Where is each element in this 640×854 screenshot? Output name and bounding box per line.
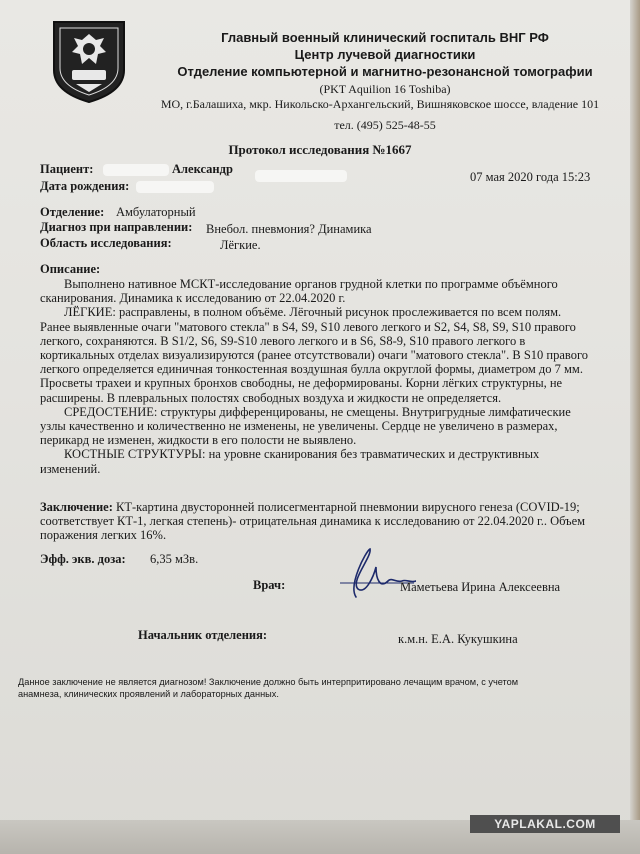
description-line: Выполнено нативное МСКТ-исследование органов грудной клетки по программе объёмного [64, 277, 558, 291]
description-line: легкого, сохраняются. В S1/2, S6, S9-S10 левого легкого и в S6, S8-9, S10 правого легкого в [40, 333, 526, 348]
description-line: КОСТНЫЕ СТРУКТУРЫ: на уровне сканирования без травматических и деструктивных [64, 447, 540, 462]
patient-name: Александр [172, 162, 233, 176]
area-value: Лёгкие. [220, 238, 261, 252]
description-line: кортикальных отделах визуализируются (ранее отсутствовали) очаги "матового стекла". В S10 правого [40, 348, 589, 363]
head-name: к.м.н. Е.А. Кукушкина [398, 632, 518, 646]
doctor-name: Маметьева Ирина Алексеевна [400, 580, 561, 594]
page-edge [630, 0, 640, 854]
dob-label: Дата рождения: [40, 179, 130, 193]
description-line: СРЕДОСТЕНИЕ: структуры дифференцированы, не смещены. Внутригрудные лимфатические [64, 404, 571, 419]
disclaimer-line: анамнеза, клинических проявлений и лабораторных данных. [18, 689, 279, 699]
diagnosis-value: Внебол. пневмония? Динамика [206, 222, 372, 236]
scanner-model: (PKT Aquilion 16 Toshiba) [319, 82, 451, 96]
hospital-name: Главный военный клинический госпиталь ВНГ РФ [221, 30, 549, 45]
conclusion-text: поражения легких 16%. [40, 528, 167, 543]
doctor-label: Врач: [253, 578, 286, 592]
redaction-block [136, 181, 214, 193]
disclaimer-note [18, 676, 628, 700]
description-line: Ранее выявленные очаги "матового стекла" в S4, S9, S10 левого легкого и S2, S4, S8, S9, S10 правого [40, 319, 576, 334]
exam-datetime: 07 мая 2020 года 15:23 [470, 170, 591, 184]
description-line: перикард не изменен, жидкости в его полости не выявлено. [40, 433, 357, 448]
diagnosis-label: Диагноз при направлении: [40, 220, 193, 234]
watermark-logo: YAPLAKAL.COM [470, 815, 620, 833]
description-line: Просветы трахеи и крупных бронхов свободны, не деформированы. Корни лёгких структурны, не [40, 376, 563, 391]
department-name: Отделение компьютерной и магнитно-резонансной томографии [177, 64, 593, 79]
department-value: Амбулаторный [116, 205, 196, 219]
conclusion-text: КТ-картина двусторонней полисегментарной пневмонии вирусного генеза (COVID-19; [115, 500, 580, 514]
description-text [40, 277, 628, 476]
description-line: изменений. [40, 461, 101, 476]
description-line: ЛЁГКИЕ: расправлены, в полном объёме. Лёгочный рисунок прослеживается по всем полям. [64, 305, 562, 320]
area-label: Область исследования: [40, 236, 172, 250]
description-line: сканирования. Динамика к исследованию от 22.04.2020 г. [40, 291, 346, 306]
dose-label: Эфф. экв. доза: [40, 552, 126, 566]
dose-value: 6,35 мЗв. [150, 552, 199, 566]
description-line: расширены. В плевральных полостях свободных воздуха и жидкости не определяется. [40, 390, 502, 405]
head-label: Начальник отделения: [138, 628, 268, 642]
center-name: Центр лучевой диагностики [294, 47, 476, 62]
hospital-emblem-icon [52, 18, 126, 104]
disclaimer-line: Данное заключение не является диагнозом! Заключение должно быть интерпритировано лечащим врачом, с учетом [18, 677, 519, 687]
redaction-block [255, 170, 347, 182]
department-label: Отделение: [40, 205, 105, 219]
redaction-block [103, 164, 169, 176]
description-label: Описание: [40, 262, 101, 276]
conclusion-block [40, 500, 628, 543]
hospital-phone: тел. (495) 525-48-55 [334, 118, 436, 132]
conclusion-text: соответствует КТ-1, легкая степень)- отрицательная динамика к исследованию от 22.04.2020 г.. Объем [40, 514, 586, 529]
conclusion-label: Заключение: [40, 500, 113, 514]
patient-label: Пациент: [40, 162, 94, 176]
protocol-title: Протокол исследования №1667 [228, 142, 412, 157]
hospital-address: МО, г.Балашиха, мкр. Никольско-Архангельский, Вишняковское шоссе, владение 101 [160, 97, 600, 111]
description-line: легкого определяется единичная тонкостенная воздушная булла округлой формы, диаметром до 7 мм. [40, 362, 583, 377]
description-line: узлы качественно и количественно не изменены, не увеличены. Сердце не увеличено в размерах, [40, 419, 558, 434]
